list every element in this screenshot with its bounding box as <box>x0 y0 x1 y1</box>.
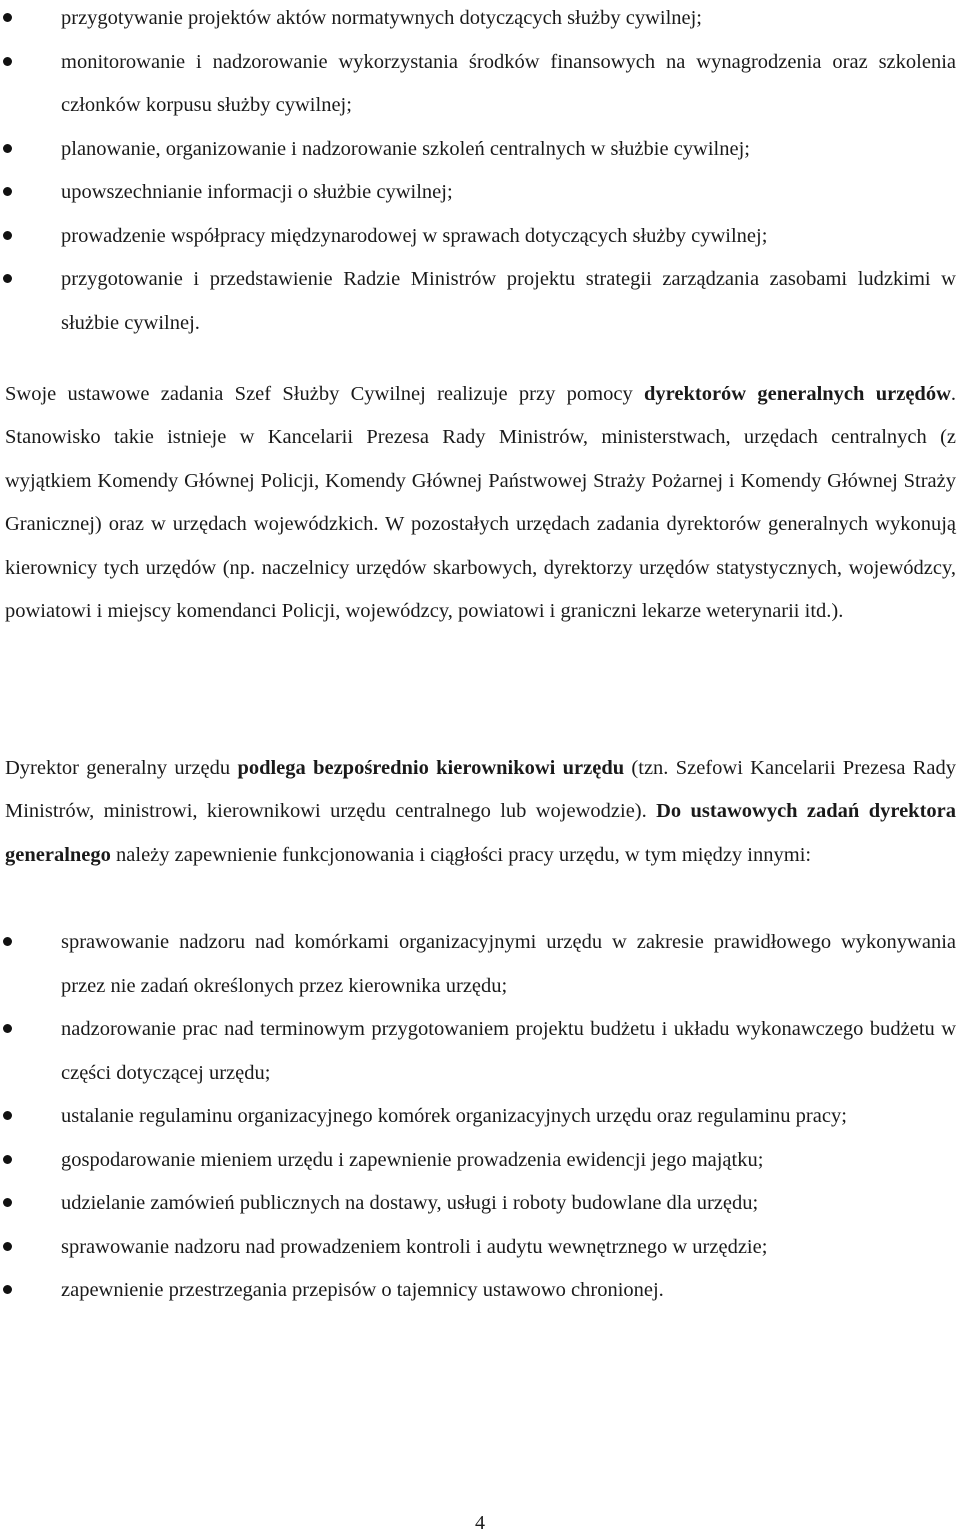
list-item-text: sprawowanie nadzoru nad komórkami organizacyjnymi urzędu w zakresie prawidłowego wykonywania przez nie zadań określonych przez kierownika urzędu; <box>61 931 956 997</box>
paragraph-text: Dyrektor generalny urzędu <box>5 757 238 779</box>
list-item <box>0 215 960 259</box>
duties-list-bottom <box>0 921 960 1313</box>
paragraph-text: . Stanowisko takie istnieje w Kancelarii Prezesa Rady Ministrów, ministerstwach, urzędach centralnych (z wyjątkiem Komendy Głównej Policji, Komendy Głównej Państwowej Straży Pożarnej i Komendy Głównej Straży Granicznej) oraz w urzędach wojewódzkich. W pozostałych urzędach zadania dyrektorów generalnych wykonują kierownicy tych urzędów (np. naczelnicy urzędów skarbowych, dyrektorzy urzędów statystycznych, wojewódzcy, powiatowi i miejscy komendanci Policji, wojewódzcy, powiatowi i graniczni lekarze weterynarii itd.). <box>5 383 956 623</box>
list-item-text: ustalanie regulaminu organizacyjnego komórek organizacyjnych urzędu oraz regulaminu pracy; <box>61 1105 847 1127</box>
bullet-icon <box>3 1111 12 1120</box>
list-item <box>0 41 960 128</box>
list-item-text: planowanie, organizowanie i nadzorowanie szkoleń centralnych w służbie cywilnej; <box>61 137 750 160</box>
bullet-icon <box>3 274 12 283</box>
list-item <box>0 171 960 215</box>
list-item-text: udzielanie zamówień publicznych na dostawy, usługi i roboty budowlane dla urzędu; <box>61 1192 759 1214</box>
list-item <box>0 921 960 1008</box>
list-item-text: prowadzenie współpracy międzynarodowej w sprawach dotyczących służby cywilnej; <box>61 224 768 247</box>
bullet-icon <box>3 1024 12 1033</box>
paragraph-director-duties <box>5 747 956 877</box>
paragraph-text: należy zapewnienie funkcjonowania i ciągłości pracy urzędu, w tym między innymi: <box>110 843 812 866</box>
list-item <box>0 1008 960 1095</box>
paragraph-bold-text: podlega bezpośrednio kierownikowi urzędu <box>237 757 625 779</box>
list-item <box>0 1182 960 1226</box>
bullet-icon <box>3 57 12 66</box>
list-item-text: przygotywanie projektów aktów normatywnych dotyczących służby cywilnej; <box>61 7 703 29</box>
list-item <box>0 1139 960 1183</box>
paragraph-directors-general <box>5 373 956 633</box>
bullet-icon <box>3 1198 12 1207</box>
paragraph-text: (tzn. Szefowi Kancelarii Prezesa Rady Ministrów, ministrowi, kierownikowi urzędu centralnego lub wojewodzie). <box>5 757 956 823</box>
bullet-icon <box>3 1285 12 1294</box>
bullet-icon <box>3 187 12 196</box>
duties-list-top <box>0 0 960 345</box>
bullet-icon <box>3 144 12 153</box>
list-item-text: zapewnienie przestrzegania przepisów o tajemnicy ustawowo chronionej. <box>61 1279 664 1301</box>
paragraph-text: Swoje ustawowe zadania Szef Służby Cywilnej realizuje przy pomocy <box>5 383 644 405</box>
list-item <box>0 0 960 41</box>
list-item <box>0 1095 960 1139</box>
bullet-icon <box>3 1242 12 1251</box>
bullet-icon <box>3 1155 12 1164</box>
list-item-text: monitorowanie i nadzorowanie wykorzystania środków finansowych na wynagrodzenia oraz szkolenia członków korpusu służby cywilnej; <box>61 50 956 116</box>
paragraph-bold-text: Do ustawowych zadań dyrektora generalnego <box>5 800 956 866</box>
bullet-icon <box>3 13 12 22</box>
paragraph-bold-text: dyrektorów generalnych urzędów <box>643 383 951 405</box>
list-item <box>0 1226 960 1270</box>
list-item-text: nadzorowanie prac nad terminowym przygotowaniem projektu budżetu i układu wykonawczego budżetu w części dotyczącej urzędu; <box>61 1018 956 1084</box>
bullet-icon <box>3 937 12 946</box>
list-item-text: gospodarowanie mieniem urzędu i zapewnienie prowadzenia ewidencji jego majątku; <box>61 1148 764 1171</box>
list-item <box>0 128 960 172</box>
list-item <box>0 258 960 345</box>
list-item-text: przygotowanie i przedstawienie Radzie Ministrów projektu strategii zarządzania zasobami ludzkimi w służbie cywilnej. <box>61 268 956 334</box>
bullet-icon <box>3 231 12 240</box>
list-item <box>0 1269 960 1313</box>
page-number: 4 <box>475 1512 485 1534</box>
list-item-text: upowszechnianie informacji o służbie cywilnej; <box>61 181 453 203</box>
list-item-text: sprawowanie nadzoru nad prowadzeniem kontroli i audytu wewnętrznego w urzędzie; <box>61 1235 768 1258</box>
